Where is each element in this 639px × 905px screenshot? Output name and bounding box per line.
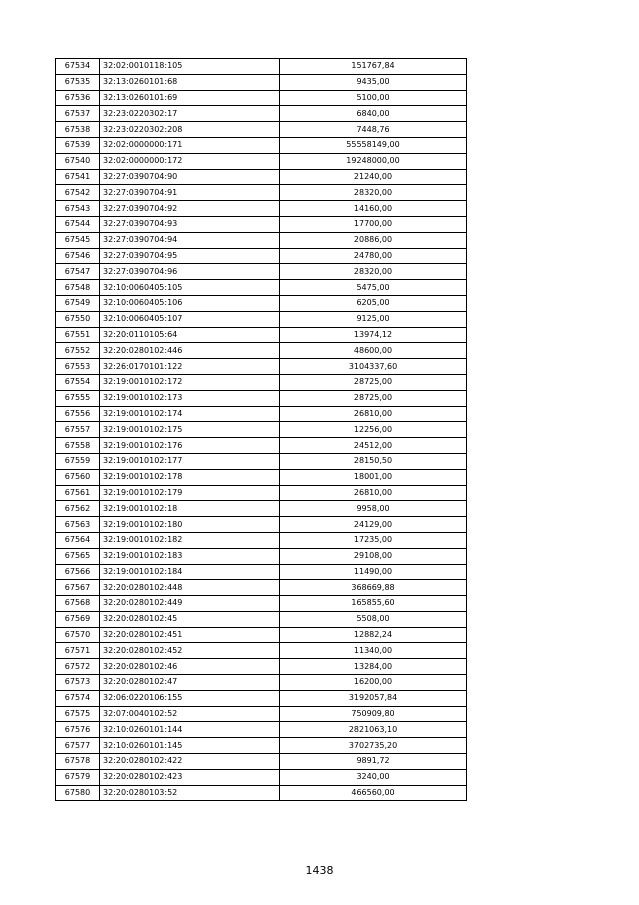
cadastral-value-cell: 11490,00 <box>280 564 467 580</box>
cadastral-value-cell: 165855,60 <box>280 596 467 612</box>
cadastral-value-cell: 3104337,60 <box>280 359 467 375</box>
cadastral-number-cell: 32:06:0220106:155 <box>100 690 280 706</box>
table-row <box>56 327 467 343</box>
row-number-cell: 67564 <box>56 532 100 548</box>
cadastral-value-cell: 24129,00 <box>280 517 467 533</box>
row-number-cell: 67551 <box>56 327 100 343</box>
cadastral-number-cell: 32:20:0280102:422 <box>100 754 280 770</box>
cadastral-number-cell: 32:27:0390704:94 <box>100 232 280 248</box>
cadastral-value-cell: 13284,00 <box>280 659 467 675</box>
table-row <box>56 390 467 406</box>
table-row <box>56 738 467 754</box>
row-number-cell: 67536 <box>56 90 100 106</box>
table-row <box>56 469 467 485</box>
table-row <box>56 122 467 138</box>
cadastral-value-cell: 28725,00 <box>280 390 467 406</box>
cadastral-value-cell: 9958,00 <box>280 501 467 517</box>
row-number-cell: 67555 <box>56 390 100 406</box>
page-number: 1438 <box>305 864 334 877</box>
table-row <box>56 517 467 533</box>
cadastral-number-cell: 32:27:0390704:91 <box>100 185 280 201</box>
table-row <box>56 137 467 153</box>
table-row <box>56 596 467 612</box>
table-row <box>56 201 467 217</box>
row-number-cell: 67549 <box>56 295 100 311</box>
table-row <box>56 722 467 738</box>
cadastral-value-cell: 12256,00 <box>280 422 467 438</box>
cadastral-number-cell: 32:27:0390704:95 <box>100 248 280 264</box>
row-number-cell: 67534 <box>56 59 100 75</box>
row-number-cell: 67578 <box>56 754 100 770</box>
cadastral-value-cell: 14160,00 <box>280 201 467 217</box>
cadastral-value-cell: 28320,00 <box>280 264 467 280</box>
cadastral-number-cell: 32:10:0060405:105 <box>100 280 280 296</box>
table-row <box>56 501 467 517</box>
row-number-cell: 67538 <box>56 122 100 138</box>
row-number-cell: 67576 <box>56 722 100 738</box>
row-number-cell: 67562 <box>56 501 100 517</box>
cadastral-number-cell: 32:19:0010102:179 <box>100 485 280 501</box>
row-number-cell: 67552 <box>56 343 100 359</box>
table-row <box>56 438 467 454</box>
table-row <box>56 564 467 580</box>
cadastral-value-cell: 5475,00 <box>280 280 467 296</box>
cadastral-number-cell: 32:20:0280102:451 <box>100 627 280 643</box>
cadastral-value-table <box>55 58 467 801</box>
cadastral-number-cell: 32:10:0060405:106 <box>100 295 280 311</box>
table-row <box>56 659 467 675</box>
row-number-cell: 67559 <box>56 453 100 469</box>
table-row <box>56 248 467 264</box>
table-row <box>56 690 467 706</box>
table-row <box>56 295 467 311</box>
cadastral-value-cell: 6840,00 <box>280 106 467 122</box>
cadastral-value-cell: 11340,00 <box>280 643 467 659</box>
row-number-cell: 67546 <box>56 248 100 264</box>
row-number-cell: 67560 <box>56 469 100 485</box>
cadastral-value-cell: 18001,00 <box>280 469 467 485</box>
row-number-cell: 67577 <box>56 738 100 754</box>
cadastral-value-cell: 20886,00 <box>280 232 467 248</box>
cadastral-value-cell: 26810,00 <box>280 485 467 501</box>
cadastral-value-cell: 24512,00 <box>280 438 467 454</box>
cadastral-number-cell: 32:10:0260101:145 <box>100 738 280 754</box>
row-number-cell: 67575 <box>56 706 100 722</box>
cadastral-value-cell: 9435,00 <box>280 74 467 90</box>
table-row <box>56 74 467 90</box>
cadastral-number-cell: 32:20:0280102:452 <box>100 643 280 659</box>
row-number-cell: 67540 <box>56 153 100 169</box>
cadastral-number-cell: 32:19:0010102:182 <box>100 532 280 548</box>
cadastral-value-cell: 3240,00 <box>280 769 467 785</box>
table-row <box>56 343 467 359</box>
row-number-cell: 67579 <box>56 769 100 785</box>
table-row <box>56 280 467 296</box>
cadastral-value-cell: 12882,24 <box>280 627 467 643</box>
row-number-cell: 67535 <box>56 74 100 90</box>
table-row <box>56 359 467 375</box>
cadastral-number-cell: 32:27:0390704:90 <box>100 169 280 185</box>
cadastral-value-cell: 17235,00 <box>280 532 467 548</box>
table-row <box>56 485 467 501</box>
cadastral-value-cell: 48600,00 <box>280 343 467 359</box>
cadastral-number-cell: 32:07:0040102:52 <box>100 706 280 722</box>
cadastral-number-cell: 32:23:0220302:17 <box>100 106 280 122</box>
table-row <box>56 785 467 801</box>
table-row <box>56 406 467 422</box>
table-row <box>56 754 467 770</box>
row-number-cell: 67570 <box>56 627 100 643</box>
cadastral-number-cell: 32:20:0280102:47 <box>100 675 280 691</box>
table-row <box>56 532 467 548</box>
cadastral-number-cell: 32:26:0170101:122 <box>100 359 280 375</box>
cadastral-value-cell: 19248000,00 <box>280 153 467 169</box>
cadastral-value-cell: 2821063,10 <box>280 722 467 738</box>
table-body <box>56 59 467 801</box>
row-number-cell: 67553 <box>56 359 100 375</box>
cadastral-number-cell: 32:20:0280103:52 <box>100 785 280 801</box>
cadastral-value-cell: 28725,00 <box>280 374 467 390</box>
row-number-cell: 67573 <box>56 675 100 691</box>
row-number-cell: 67566 <box>56 564 100 580</box>
cadastral-value-cell: 3192057,84 <box>280 690 467 706</box>
cadastral-number-cell: 32:27:0390704:92 <box>100 201 280 217</box>
table-row <box>56 153 467 169</box>
cadastral-number-cell: 32:19:0010102:18 <box>100 501 280 517</box>
cadastral-number-cell: 32:19:0010102:177 <box>100 453 280 469</box>
table-row <box>56 216 467 232</box>
row-number-cell: 67556 <box>56 406 100 422</box>
cadastral-number-cell: 32:02:0000000:171 <box>100 137 280 153</box>
row-number-cell: 67558 <box>56 438 100 454</box>
row-number-cell: 67545 <box>56 232 100 248</box>
cadastral-value-cell: 9891,72 <box>280 754 467 770</box>
cadastral-value-cell: 28150,50 <box>280 453 467 469</box>
table-row <box>56 548 467 564</box>
cadastral-value-cell: 6205,00 <box>280 295 467 311</box>
row-number-cell: 67539 <box>56 137 100 153</box>
table-row <box>56 580 467 596</box>
row-number-cell: 67568 <box>56 596 100 612</box>
table-row <box>56 106 467 122</box>
cadastral-number-cell: 32:02:0000000:172 <box>100 153 280 169</box>
cadastral-number-cell: 32:19:0010102:184 <box>100 564 280 580</box>
table-row <box>56 611 467 627</box>
cadastral-number-cell: 32:20:0280102:46 <box>100 659 280 675</box>
table-row <box>56 675 467 691</box>
cadastral-value-cell: 466560,00 <box>280 785 467 801</box>
row-number-cell: 67537 <box>56 106 100 122</box>
cadastral-number-cell: 32:27:0390704:93 <box>100 216 280 232</box>
table-row <box>56 453 467 469</box>
table-row <box>56 59 467 75</box>
cadastral-value-cell: 55558149,00 <box>280 137 467 153</box>
row-number-cell: 67548 <box>56 280 100 296</box>
row-number-cell: 67571 <box>56 643 100 659</box>
cadastral-number-cell: 32:13:0260101:68 <box>100 74 280 90</box>
cadastral-value-cell: 9125,00 <box>280 311 467 327</box>
row-number-cell: 67572 <box>56 659 100 675</box>
row-number-cell: 67543 <box>56 201 100 217</box>
cadastral-value-cell: 750909,80 <box>280 706 467 722</box>
row-number-cell: 67569 <box>56 611 100 627</box>
cadastral-value-cell: 151767,84 <box>280 59 467 75</box>
cadastral-value-cell: 13974,12 <box>280 327 467 343</box>
table-row <box>56 264 467 280</box>
cadastral-number-cell: 32:02:0010118:105 <box>100 59 280 75</box>
row-number-cell: 67547 <box>56 264 100 280</box>
cadastral-number-cell: 32:19:0010102:175 <box>100 422 280 438</box>
table-row <box>56 311 467 327</box>
cadastral-number-cell: 32:19:0010102:178 <box>100 469 280 485</box>
table-row <box>56 185 467 201</box>
table-row <box>56 769 467 785</box>
cadastral-value-cell: 24780,00 <box>280 248 467 264</box>
row-number-cell: 67565 <box>56 548 100 564</box>
row-number-cell: 67557 <box>56 422 100 438</box>
table-row <box>56 422 467 438</box>
table-row <box>56 627 467 643</box>
cadastral-value-cell: 21240,00 <box>280 169 467 185</box>
cadastral-number-cell: 32:19:0010102:174 <box>100 406 280 422</box>
cadastral-number-cell: 32:20:0280102:446 <box>100 343 280 359</box>
table-row <box>56 643 467 659</box>
cadastral-number-cell: 32:19:0010102:180 <box>100 517 280 533</box>
row-number-cell: 67544 <box>56 216 100 232</box>
cadastral-number-cell: 32:19:0010102:173 <box>100 390 280 406</box>
cadastral-number-cell: 32:20:0280102:423 <box>100 769 280 785</box>
cadastral-value-cell: 16200,00 <box>280 675 467 691</box>
cadastral-number-cell: 32:27:0390704:96 <box>100 264 280 280</box>
cadastral-number-cell: 32:20:0280102:448 <box>100 580 280 596</box>
row-number-cell: 67580 <box>56 785 100 801</box>
cadastral-number-cell: 32:19:0010102:176 <box>100 438 280 454</box>
cadastral-number-cell: 32:20:0280102:45 <box>100 611 280 627</box>
row-number-cell: 67550 <box>56 311 100 327</box>
cadastral-value-cell: 26810,00 <box>280 406 467 422</box>
cadastral-number-cell: 32:10:0260101:144 <box>100 722 280 738</box>
cadastral-number-cell: 32:20:0110105:64 <box>100 327 280 343</box>
cadastral-number-cell: 32:13:0260101:69 <box>100 90 280 106</box>
row-number-cell: 67574 <box>56 690 100 706</box>
cadastral-number-cell: 32:20:0280102:449 <box>100 596 280 612</box>
table-row <box>56 90 467 106</box>
cadastral-value-cell: 28320,00 <box>280 185 467 201</box>
cadastral-value-cell: 5100,00 <box>280 90 467 106</box>
cadastral-value-cell: 5508,00 <box>280 611 467 627</box>
table-row <box>56 169 467 185</box>
cadastral-value-cell: 7448,76 <box>280 122 467 138</box>
cadastral-value-cell: 3702735,20 <box>280 738 467 754</box>
cadastral-number-cell: 32:19:0010102:183 <box>100 548 280 564</box>
cadastral-number-cell: 32:23:0220302:208 <box>100 122 280 138</box>
table-row <box>56 706 467 722</box>
row-number-cell: 67561 <box>56 485 100 501</box>
row-number-cell: 67541 <box>56 169 100 185</box>
cadastral-number-cell: 32:10:0060405:107 <box>100 311 280 327</box>
row-number-cell: 67563 <box>56 517 100 533</box>
cadastral-value-cell: 368669,88 <box>280 580 467 596</box>
cadastral-number-cell: 32:19:0010102:172 <box>100 374 280 390</box>
table-row <box>56 232 467 248</box>
row-number-cell: 67554 <box>56 374 100 390</box>
row-number-cell: 67542 <box>56 185 100 201</box>
table-row <box>56 374 467 390</box>
cadastral-value-cell: 17700,00 <box>280 216 467 232</box>
row-number-cell: 67567 <box>56 580 100 596</box>
cadastral-value-cell: 29108,00 <box>280 548 467 564</box>
